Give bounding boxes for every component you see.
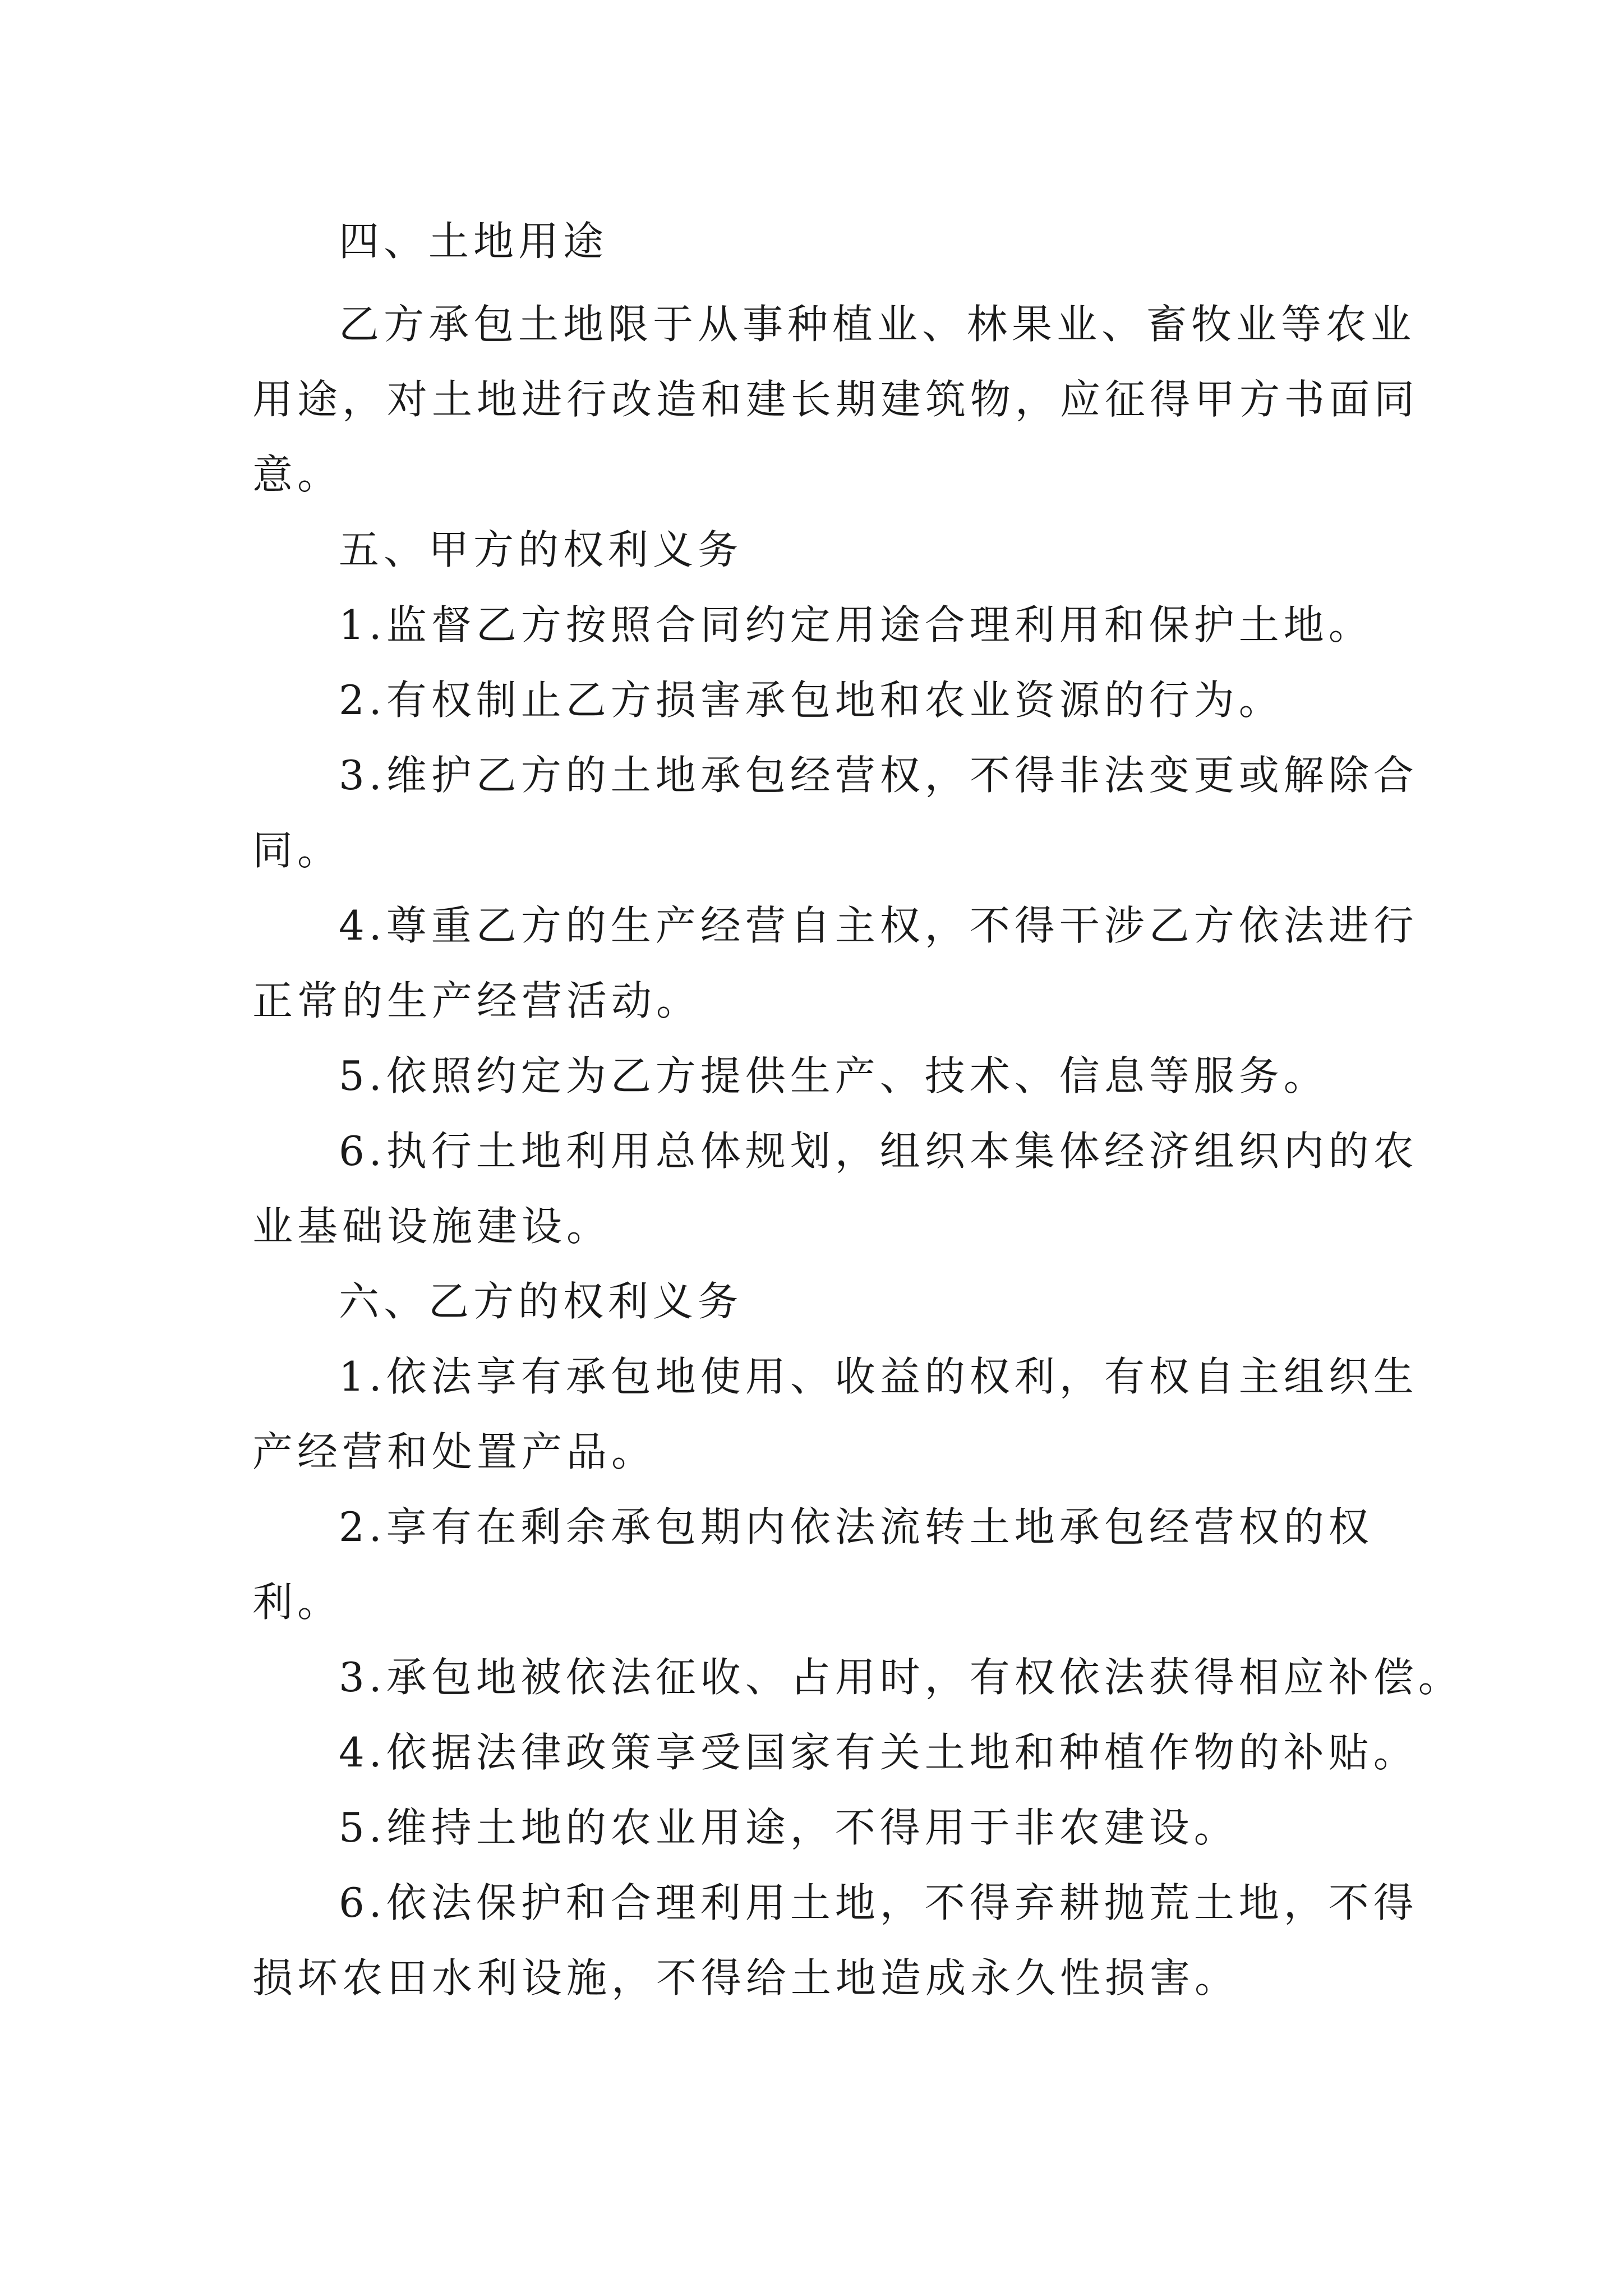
section-6-item-1-line-2: 产经营和处置产品。: [252, 1428, 657, 1475]
section-6-item-6-line-2: 损坏农田水利设施，不得给土地造成永久性损害。: [252, 1954, 1240, 2001]
section-5-item-3-line-2: 同。: [252, 827, 343, 874]
section-6-item-3: 3.承包地被依法征收、占用时，有权依法获得相应补偿。: [339, 1654, 1463, 1701]
section-5-item-2: 2.有权制止乙方损害承包地和农业资源的行为。: [339, 677, 1284, 724]
section-5-item-4-line-2: 正常的生产经营活动。: [252, 977, 702, 1024]
section-5-item-1: 1.监督乙方按照合同约定用途合理利用和保护土地。: [339, 601, 1373, 648]
section-6-item-2-line-2: 利。: [252, 1579, 343, 1626]
document-page: [252, 0, 1463, 2296]
section-5-item-5: 5.依照约定为乙方提供生产、技术、信息等服务。: [339, 1052, 1329, 1099]
section-5-item-3-line-1: 3.维护乙方的土地承包经营权，不得非法变更或解除合: [339, 752, 1418, 799]
section-6-heading: 六、乙方的权利义务: [339, 1278, 743, 1325]
section-4-heading: 四、土地用途: [339, 218, 608, 265]
section-5-item-6-line-2: 业基础设施建设。: [252, 1203, 612, 1250]
section-5-item-4-line-1: 4.尊重乙方的生产经营自主权，不得干涉乙方依法进行: [339, 902, 1418, 949]
section-5-heading: 五、甲方的权利义务: [339, 526, 743, 573]
section-4-paragraph-line-3: 意。: [252, 451, 343, 498]
section-5-item-6-line-1: 6.执行土地利用总体规划，组织本集体经济组织内的农: [339, 1128, 1418, 1175]
section-6-item-6-line-1: 6.依法保护和合理利用土地，不得弃耕抛荒土地，不得: [339, 1879, 1418, 1926]
section-6-item-5: 5.维持土地的农业用途，不得用于非农建设。: [339, 1804, 1239, 1851]
section-6-item-4: 4.依据法律政策享受国家有关土地和种植作物的补贴。: [339, 1729, 1418, 1776]
section-6-item-2-line-1: 2.享有在剩余承包期内依法流转土地承包经营权的权: [339, 1503, 1373, 1550]
section-6-item-1-line-1: 1.依法享有承包地使用、收益的权利，有权自主组织生: [339, 1353, 1418, 1400]
section-4-paragraph-line-2: 用途，对土地进行改造和建长期建筑物，应征得甲方书面同: [252, 376, 1419, 423]
section-4-paragraph-line-1: 乙方承包土地限于从事种植业、林果业、畜牧业等农业: [339, 301, 1416, 348]
